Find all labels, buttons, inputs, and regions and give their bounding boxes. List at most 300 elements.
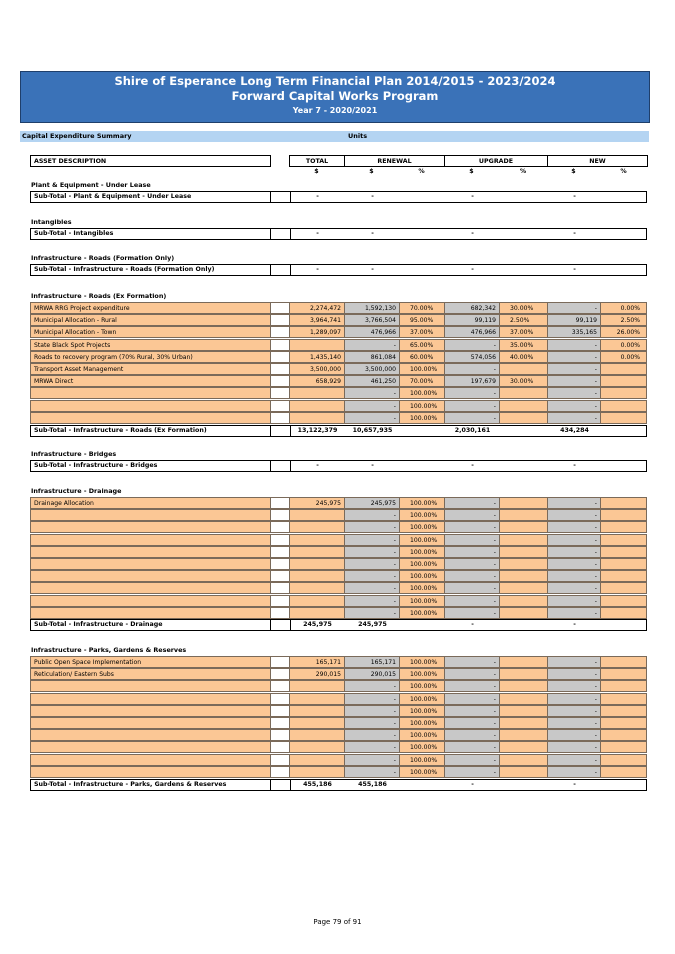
upgrade-amount-cell: 574,056 xyxy=(444,351,499,363)
asset-description-cell[interactable] xyxy=(30,680,270,692)
table-row xyxy=(0,741,675,753)
new-amount-cell: - xyxy=(547,339,600,351)
new-percent-cell[interactable] xyxy=(600,521,647,533)
total-cell[interactable] xyxy=(289,717,344,729)
renewal-amount-cell: - xyxy=(344,521,399,533)
upgrade-pct-unit: % xyxy=(519,168,527,175)
upgrade-amount-cell: - xyxy=(444,741,499,753)
renewal-percent-cell[interactable]: 100.00% xyxy=(399,582,444,594)
upgrade-amount-cell: - xyxy=(444,412,499,424)
total-cell[interactable] xyxy=(289,741,344,753)
table-row xyxy=(0,412,675,424)
table-row xyxy=(0,302,675,314)
table-row xyxy=(0,570,675,582)
total-cell[interactable] xyxy=(289,546,344,558)
row-spacer-cell xyxy=(270,668,289,680)
table-row xyxy=(0,656,675,668)
upgrade-amount-cell: - xyxy=(444,656,499,668)
total-cell[interactable] xyxy=(289,729,344,741)
total-cell[interactable]: 3,964,741 xyxy=(289,314,344,326)
asset-description-cell[interactable]: Drainage Allocation xyxy=(30,497,270,509)
upgrade-percent-cell[interactable]: 2.50% xyxy=(499,314,547,326)
upgrade-percent-cell[interactable] xyxy=(499,497,547,509)
new-amount-cell: - xyxy=(547,680,600,692)
row-spacer-cell xyxy=(270,607,289,619)
upgrade-percent-cell[interactable] xyxy=(499,741,547,753)
new-percent-cell[interactable] xyxy=(600,558,647,570)
upgrade-percent-cell[interactable]: 30.00% xyxy=(499,375,547,387)
upgrade-percent-cell[interactable] xyxy=(499,693,547,705)
section-title-bridges: Infrastructure - Bridges xyxy=(31,450,117,458)
row-spacer-cell xyxy=(270,302,289,314)
subtotal-new: - xyxy=(573,781,576,788)
renewal-amount-cell: - xyxy=(344,412,399,424)
renewal-amount-cell: - xyxy=(344,570,399,582)
row-spacer-cell xyxy=(270,497,289,509)
upgrade-amount-cell: - xyxy=(444,705,499,717)
total-cell[interactable] xyxy=(289,387,344,399)
new-amount-cell: - xyxy=(547,705,600,717)
upgrade-percent-cell[interactable] xyxy=(499,607,547,619)
subtotal-gap xyxy=(270,265,291,275)
new-percent-cell[interactable] xyxy=(600,546,647,558)
new-percent-cell[interactable]: 0.00% xyxy=(600,351,647,363)
total-cell[interactable] xyxy=(289,558,344,570)
new-percent-cell[interactable]: 0.00% xyxy=(600,339,647,351)
row-spacer-cell xyxy=(270,314,289,326)
asset-description-cell[interactable] xyxy=(30,558,270,570)
renewal-amount-cell: - xyxy=(344,766,399,778)
upgrade-percent-cell[interactable] xyxy=(499,680,547,692)
row-spacer-cell xyxy=(270,363,289,375)
upgrade-amount-cell: - xyxy=(444,607,499,619)
asset-description-cell[interactable] xyxy=(30,412,270,424)
new-amount-cell: - xyxy=(547,729,600,741)
subtotal-row xyxy=(30,264,647,276)
renewal-amount-cell: 245,975 xyxy=(344,497,399,509)
row-spacer-cell xyxy=(270,534,289,546)
asset-description-cell[interactable] xyxy=(30,521,270,533)
renewal-amount-cell: - xyxy=(344,400,399,412)
renewal-amount-cell: - xyxy=(344,705,399,717)
total-cell[interactable] xyxy=(289,339,344,351)
new-percent-cell[interactable]: 0.00% xyxy=(600,302,647,314)
renewal-percent-cell[interactable]: 100.00% xyxy=(399,534,444,546)
subtotal-renewal: 245,975 xyxy=(358,621,387,628)
asset-description-cell[interactable]: State Black Spot Projects xyxy=(30,339,270,351)
total-cell[interactable] xyxy=(289,705,344,717)
renewal-amount-cell: 476,966 xyxy=(344,326,399,338)
section-title-intangibles: Intangibles xyxy=(31,218,72,226)
total-cell[interactable] xyxy=(289,582,344,594)
upgrade-percent-cell[interactable]: 40.00% xyxy=(499,351,547,363)
upgrade-percent-cell[interactable] xyxy=(499,570,547,582)
new-percent-cell[interactable] xyxy=(600,582,647,594)
row-spacer-cell xyxy=(270,729,289,741)
subtotal-gap xyxy=(270,229,291,239)
new-percent-cell[interactable] xyxy=(600,570,647,582)
table-row xyxy=(0,400,675,412)
new-percent-cell[interactable] xyxy=(600,741,647,753)
total-cell[interactable] xyxy=(289,680,344,692)
new-percent-cell[interactable] xyxy=(600,729,647,741)
upgrade-percent-cell[interactable] xyxy=(499,412,547,424)
upgrade-percent-cell[interactable] xyxy=(499,400,547,412)
upgrade-amount-cell: - xyxy=(444,521,499,533)
asset-description-cell[interactable] xyxy=(30,400,270,412)
subtotal-renewal: - xyxy=(371,230,374,237)
renewal-amount-cell: - xyxy=(344,595,399,607)
upgrade-percent-cell[interactable]: 37.00% xyxy=(499,326,547,338)
total-cell[interactable]: 1,435,140 xyxy=(289,351,344,363)
subtotal-upgrade: - xyxy=(471,621,474,628)
page-title: Shire of Esperance Long Term Financial Plan 2014/2015 - 2023/2024 xyxy=(114,74,556,88)
row-spacer-cell xyxy=(270,595,289,607)
renewal-percent-cell[interactable]: 100.00% xyxy=(399,497,444,509)
new-percent-cell[interactable]: 2.50% xyxy=(600,314,647,326)
renewal-pct-unit: % xyxy=(418,168,425,175)
upgrade-percent-cell[interactable] xyxy=(499,534,547,546)
upgrade-amount-cell: - xyxy=(444,668,499,680)
total-cell[interactable] xyxy=(289,534,344,546)
new-amount-cell: - xyxy=(547,546,600,558)
asset-description-cell[interactable] xyxy=(30,546,270,558)
renewal-percent-cell[interactable]: 37.00% xyxy=(399,326,444,338)
upgrade-amount-cell: 197,679 xyxy=(444,375,499,387)
subtotal-total: 13,122,379 xyxy=(297,427,338,434)
section-title-parks: Infrastructure - Parks, Gardens & Reserves xyxy=(31,646,187,654)
renewal-amount-cell: 861,084 xyxy=(344,351,399,363)
total-cell[interactable]: 165,171 xyxy=(289,656,344,668)
new-amount-cell: 99,119 xyxy=(547,314,600,326)
upgrade-amount-cell: - xyxy=(444,339,499,351)
row-spacer-cell xyxy=(270,570,289,582)
asset-description-cell[interactable] xyxy=(30,534,270,546)
upgrade-amount-cell: 99,119 xyxy=(444,314,499,326)
row-spacer-cell xyxy=(270,412,289,424)
asset-description-cell[interactable] xyxy=(30,693,270,705)
renewal-percent-cell[interactable]: 100.00% xyxy=(399,546,444,558)
upgrade-amount-cell: - xyxy=(444,497,499,509)
subtotal-upgrade: - xyxy=(471,781,474,788)
table-row xyxy=(0,363,675,375)
asset-description-cell[interactable] xyxy=(30,607,270,619)
upgrade-percent-cell[interactable] xyxy=(499,717,547,729)
upgrade-header xyxy=(444,155,548,167)
new-percent-cell[interactable] xyxy=(600,693,647,705)
subtotal-label: Sub-Total - Plant & Equipment - Under Lease xyxy=(34,193,192,200)
renewal-percent-cell[interactable]: 70.00% xyxy=(399,375,444,387)
upgrade-amount-cell: 682,342 xyxy=(444,302,499,314)
row-spacer-cell xyxy=(270,754,289,766)
total-cell[interactable] xyxy=(289,400,344,412)
upgrade-amount-cell: - xyxy=(444,387,499,399)
total-cell[interactable]: 245,975 xyxy=(289,497,344,509)
asset-description-cell[interactable] xyxy=(30,705,270,717)
renewal-percent-cell[interactable]: 100.00% xyxy=(399,400,444,412)
renewal-percent-cell[interactable]: 70.00% xyxy=(399,302,444,314)
table-row xyxy=(0,497,675,509)
renewal-amount-cell: - xyxy=(344,509,399,521)
total-unit: $ xyxy=(314,168,319,175)
asset-description-cell[interactable] xyxy=(30,741,270,753)
subtotal-row xyxy=(30,191,647,203)
total-cell[interactable]: 1,289,097 xyxy=(289,326,344,338)
summary-label: Capital Expenditure Summary xyxy=(22,132,132,140)
new-percent-cell[interactable] xyxy=(600,412,647,424)
total-cell[interactable] xyxy=(289,754,344,766)
row-spacer-cell xyxy=(270,546,289,558)
new-percent-cell[interactable] xyxy=(600,766,647,778)
table-row xyxy=(0,521,675,533)
new-amount-cell: - xyxy=(547,375,600,387)
subtotal-new: - xyxy=(573,266,576,273)
renewal-percent-cell[interactable]: 100.00% xyxy=(399,754,444,766)
asset-description-cell[interactable] xyxy=(30,766,270,778)
upgrade-percent-cell[interactable] xyxy=(499,729,547,741)
table-row xyxy=(0,705,675,717)
section-title-plant: Plant & Equipment - Under Lease xyxy=(31,181,151,189)
new-amount-cell: - xyxy=(547,582,600,594)
asset-description-cell[interactable] xyxy=(30,595,270,607)
table-row xyxy=(0,766,675,778)
new-amount-cell: - xyxy=(547,766,600,778)
asset-description-label: ASSET DESCRIPTION xyxy=(34,158,107,165)
renewal-percent-cell[interactable]: 100.00% xyxy=(399,607,444,619)
upgrade-amount-cell: - xyxy=(444,546,499,558)
asset-description-cell[interactable]: Transport Asset Management xyxy=(30,363,270,375)
new-amount-cell: - xyxy=(547,400,600,412)
upgrade-percent-cell[interactable] xyxy=(499,558,547,570)
new-percent-cell[interactable] xyxy=(600,375,647,387)
renewal-percent-cell[interactable]: 100.00% xyxy=(399,509,444,521)
upgrade-percent-cell[interactable] xyxy=(499,509,547,521)
asset-description-cell[interactable] xyxy=(30,754,270,766)
renewal-percent-cell[interactable]: 100.00% xyxy=(399,741,444,753)
new-amount-cell: - xyxy=(547,534,600,546)
table-row xyxy=(0,558,675,570)
asset-description-cell[interactable]: Public Open Space Implementation xyxy=(30,656,270,668)
new-amount-cell: - xyxy=(547,607,600,619)
new-percent-cell[interactable] xyxy=(600,705,647,717)
row-spacer-cell xyxy=(270,400,289,412)
renewal-amount-cell: - xyxy=(344,693,399,705)
subtotal-label: Sub-Total - Infrastructure - Roads (Formation Only) xyxy=(34,266,215,273)
subtotal-upgrade: - xyxy=(471,462,474,469)
table-row xyxy=(0,326,675,338)
upgrade-percent-cell[interactable]: 30.00% xyxy=(499,302,547,314)
new-percent-cell[interactable] xyxy=(600,400,647,412)
upgrade-amount-cell: - xyxy=(444,570,499,582)
upgrade-percent-cell[interactable] xyxy=(499,546,547,558)
subtotal-new: - xyxy=(573,621,576,628)
year-label: Year 7 - 2020/2021 xyxy=(292,106,378,115)
asset-description-cell[interactable] xyxy=(30,387,270,399)
asset-description-cell[interactable] xyxy=(30,509,270,521)
renewal-percent-cell[interactable]: 100.00% xyxy=(399,656,444,668)
row-spacer-cell xyxy=(270,680,289,692)
subtotal-label: Sub-Total - Infrastructure - Bridges xyxy=(34,462,158,469)
upgrade-percent-cell[interactable] xyxy=(499,582,547,594)
renewal-percent-cell[interactable]: 100.00% xyxy=(399,558,444,570)
total-cell[interactable]: 3,500,000 xyxy=(289,363,344,375)
upgrade-percent-cell[interactable] xyxy=(499,705,547,717)
upgrade-percent-cell[interactable]: 35.00% xyxy=(499,339,547,351)
renewal-percent-cell[interactable]: 100.00% xyxy=(399,668,444,680)
subtotal-row xyxy=(30,619,647,631)
new-percent-cell[interactable] xyxy=(600,656,647,668)
units-label: Units xyxy=(348,132,368,140)
renewal-percent-cell[interactable]: 100.00% xyxy=(399,729,444,741)
new-percent-cell[interactable] xyxy=(600,754,647,766)
renewal-amount-cell: - xyxy=(344,387,399,399)
subtotal-total: - xyxy=(316,230,319,237)
upgrade-percent-cell[interactable] xyxy=(499,595,547,607)
new-percent-cell[interactable] xyxy=(600,668,647,680)
renewal-amount-cell: - xyxy=(344,607,399,619)
subtotal-label: Sub-Total - Infrastructure - Drainage xyxy=(34,621,163,628)
table-row xyxy=(0,729,675,741)
total-cell[interactable]: 658,929 xyxy=(289,375,344,387)
new-percent-cell[interactable] xyxy=(600,534,647,546)
new-amount-cell: - xyxy=(547,741,600,753)
renewal-amount-cell: - xyxy=(344,680,399,692)
new-percent-cell[interactable] xyxy=(600,595,647,607)
row-spacer-cell xyxy=(270,582,289,594)
table-row xyxy=(0,546,675,558)
upgrade-amount-cell: - xyxy=(444,363,499,375)
upgrade-percent-cell[interactable] xyxy=(499,668,547,680)
renewal-percent-cell[interactable]: 100.00% xyxy=(399,595,444,607)
upgrade-percent-cell[interactable] xyxy=(499,387,547,399)
new-amount-cell: - xyxy=(547,363,600,375)
total-cell[interactable]: 2,274,472 xyxy=(289,302,344,314)
table-row xyxy=(0,534,675,546)
total-cell[interactable] xyxy=(289,607,344,619)
table-row xyxy=(0,717,675,729)
renewal-percent-cell[interactable]: 95.00% xyxy=(399,314,444,326)
renewal-percent-cell[interactable]: 100.00% xyxy=(399,766,444,778)
page-subtitle: Forward Capital Works Program xyxy=(231,89,439,103)
asset-description-cell[interactable]: Municipal Allocation - Rural xyxy=(30,314,270,326)
renewal-amount-cell: 1,592,130 xyxy=(344,302,399,314)
upgrade-percent-cell[interactable] xyxy=(499,656,547,668)
upgrade-amount-cell: - xyxy=(444,534,499,546)
new-percent-cell[interactable] xyxy=(600,497,647,509)
new-header xyxy=(547,155,648,167)
renewal-percent-cell[interactable]: 100.00% xyxy=(399,521,444,533)
renewal-percent-cell[interactable]: 60.00% xyxy=(399,351,444,363)
upgrade-amount-cell: - xyxy=(444,558,499,570)
renewal-percent-cell[interactable]: 100.00% xyxy=(399,363,444,375)
asset-description-cell[interactable]: MRWA Direct xyxy=(30,375,270,387)
renewal-percent-cell[interactable]: 100.00% xyxy=(399,693,444,705)
asset-description-cell[interactable]: MRWA RRG Project expenditure xyxy=(30,302,270,314)
section-title-roads-formation: Infrastructure - Roads (Formation Only) xyxy=(31,254,175,262)
asset-description-cell[interactable]: Municipal Allocation - Town xyxy=(30,326,270,338)
upgrade-percent-cell[interactable] xyxy=(499,766,547,778)
total-cell[interactable] xyxy=(289,521,344,533)
upgrade-unit: $ xyxy=(469,168,474,175)
upgrade-amount-cell: - xyxy=(444,717,499,729)
renewal-amount-cell: - xyxy=(344,717,399,729)
renewal-unit: $ xyxy=(369,168,374,175)
renewal-percent-cell[interactable]: 100.00% xyxy=(399,570,444,582)
row-spacer-cell xyxy=(270,656,289,668)
asset-description-cell[interactable] xyxy=(30,570,270,582)
total-cell[interactable] xyxy=(289,595,344,607)
row-spacer-cell xyxy=(270,717,289,729)
new-amount-cell: - xyxy=(547,656,600,668)
upgrade-amount-cell: - xyxy=(444,766,499,778)
total-cell[interactable] xyxy=(289,693,344,705)
renewal-percent-cell[interactable]: 100.00% xyxy=(399,412,444,424)
total-cell[interactable] xyxy=(289,509,344,521)
new-percent-cell[interactable] xyxy=(600,680,647,692)
subtotal-new: 434,284 xyxy=(560,427,589,434)
table-row xyxy=(0,509,675,521)
renewal-amount-cell: - xyxy=(344,546,399,558)
renewal-percent-cell[interactable]: 100.00% xyxy=(399,387,444,399)
new-percent-cell[interactable] xyxy=(600,717,647,729)
table-row xyxy=(0,375,675,387)
subtotal-label: Sub-Total - Infrastructure - Roads (Ex Formation) xyxy=(34,427,207,434)
renewal-percent-cell[interactable]: 100.00% xyxy=(399,680,444,692)
total-cell[interactable] xyxy=(289,412,344,424)
new-percent-cell[interactable] xyxy=(600,607,647,619)
renewal-percent-cell[interactable]: 100.00% xyxy=(399,717,444,729)
new-amount-cell: - xyxy=(547,570,600,582)
total-cell[interactable] xyxy=(289,570,344,582)
subtotal-total: 455,186 xyxy=(303,781,332,788)
total-cell[interactable]: 290,015 xyxy=(289,668,344,680)
asset-description-cell[interactable] xyxy=(30,582,270,594)
asset-description-cell[interactable] xyxy=(30,717,270,729)
upgrade-percent-cell[interactable] xyxy=(499,363,547,375)
upgrade-percent-cell[interactable] xyxy=(499,521,547,533)
new-label: NEW xyxy=(589,158,606,165)
new-percent-cell[interactable] xyxy=(600,363,647,375)
row-spacer-cell xyxy=(270,375,289,387)
page-number: Page 79 of 91 xyxy=(313,918,362,926)
new-amount-cell: - xyxy=(547,595,600,607)
asset-description-cell[interactable] xyxy=(30,729,270,741)
subtotal-new: - xyxy=(573,230,576,237)
renewal-amount-cell: 461,250 xyxy=(344,375,399,387)
subtotal-total: 245,975 xyxy=(303,621,332,628)
subtotal-total: - xyxy=(316,462,319,469)
row-spacer-cell xyxy=(270,558,289,570)
row-spacer-cell xyxy=(270,326,289,338)
asset-description-cell[interactable]: Reticulation/ Eastern Subs xyxy=(30,668,270,680)
table-row xyxy=(0,754,675,766)
new-unit: $ xyxy=(571,168,576,175)
table-row xyxy=(0,314,675,326)
renewal-percent-cell[interactable]: 100.00% xyxy=(399,705,444,717)
renewal-percent-cell[interactable]: 65.00% xyxy=(399,339,444,351)
new-percent-cell[interactable] xyxy=(600,509,647,521)
total-cell[interactable] xyxy=(289,766,344,778)
summary-bar xyxy=(20,131,649,142)
new-percent-cell[interactable] xyxy=(600,387,647,399)
table-row xyxy=(0,668,675,680)
upgrade-amount-cell: - xyxy=(444,400,499,412)
new-percent-cell[interactable]: 26.00% xyxy=(600,326,647,338)
upgrade-percent-cell[interactable] xyxy=(499,754,547,766)
table-row xyxy=(0,680,675,692)
asset-description-cell[interactable]: Roads to recovery program (70% Rural, 30% Urban) xyxy=(30,351,270,363)
title-banner xyxy=(20,71,650,123)
